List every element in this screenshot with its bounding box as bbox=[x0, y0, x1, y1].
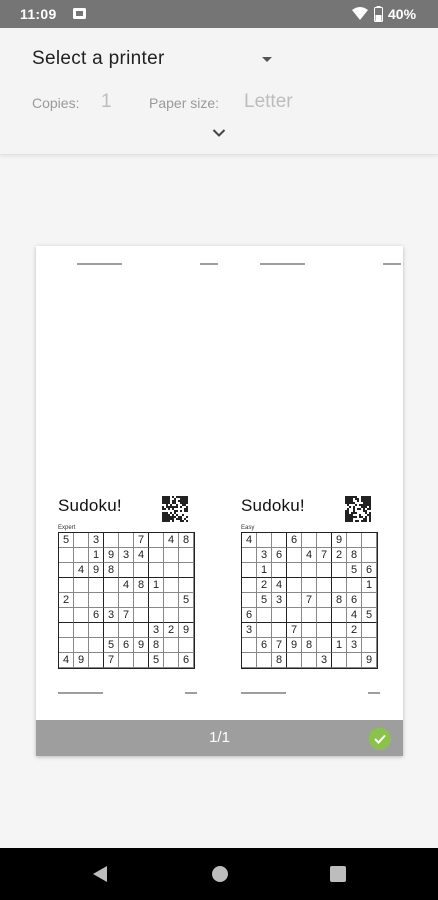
qr-code-icon bbox=[162, 496, 188, 522]
sudoku-cell bbox=[119, 563, 134, 578]
sudoku-cell bbox=[104, 578, 119, 593]
sudoku-cell bbox=[104, 623, 119, 638]
sudoku-cell bbox=[362, 638, 377, 653]
sudoku-cell bbox=[287, 653, 302, 668]
sudoku-cell bbox=[302, 623, 317, 638]
sudoku-cell bbox=[362, 593, 377, 608]
sudoku-cell bbox=[179, 548, 194, 563]
sudoku-cell bbox=[287, 593, 302, 608]
sudoku-cell bbox=[287, 563, 302, 578]
sudoku-grid bbox=[241, 532, 378, 669]
copies-label: Copies: bbox=[32, 95, 80, 111]
sudoku-cell bbox=[317, 533, 332, 548]
sudoku-cell bbox=[332, 578, 347, 593]
status-time: 11:09 bbox=[20, 6, 57, 22]
sudoku-cell bbox=[149, 548, 164, 563]
sudoku-cell: 4 bbox=[119, 578, 134, 593]
sudoku-cell: 6 bbox=[362, 563, 377, 578]
wifi-icon bbox=[352, 7, 368, 21]
sudoku-cell bbox=[272, 563, 287, 578]
sudoku-cell: 3 bbox=[257, 548, 272, 563]
sudoku-cell bbox=[89, 653, 104, 668]
sudoku-cell: 3 bbox=[347, 638, 362, 653]
sudoku-cell bbox=[89, 593, 104, 608]
sudoku-cell: 5 bbox=[179, 593, 194, 608]
sudoku-cell bbox=[287, 548, 302, 563]
sudoku-cell bbox=[272, 608, 287, 623]
sudoku-cell bbox=[179, 563, 194, 578]
sudoku-cell bbox=[242, 563, 257, 578]
difficulty-label: Expert bbox=[58, 525, 76, 531]
sudoku-cell: 4 bbox=[272, 578, 287, 593]
sudoku-cell bbox=[164, 653, 179, 668]
sudoku-cell: 8 bbox=[332, 593, 347, 608]
sudoku-cell bbox=[164, 608, 179, 623]
print-options-panel bbox=[0, 28, 438, 155]
sudoku-cell bbox=[119, 653, 134, 668]
sudoku-cell bbox=[302, 563, 317, 578]
sheet-title: Sudoku! bbox=[58, 496, 122, 515]
sudoku-cell: 2 bbox=[347, 623, 362, 638]
notification-icon bbox=[72, 6, 87, 21]
page-number: 1/1 bbox=[209, 729, 230, 746]
battery-percent: 40% bbox=[388, 6, 417, 22]
paper-size-label: Paper size: bbox=[149, 95, 220, 111]
sudoku-cell: 7 bbox=[134, 533, 149, 548]
sudoku-cell: 4 bbox=[134, 548, 149, 563]
sudoku-cell: 9 bbox=[362, 653, 377, 668]
sudoku-cell: 6 bbox=[179, 653, 194, 668]
sudoku-cell bbox=[164, 548, 179, 563]
dropdown-arrow-icon bbox=[262, 57, 272, 62]
sudoku-cell bbox=[164, 593, 179, 608]
sudoku-cell: 2 bbox=[257, 578, 272, 593]
sudoku-cell: 8 bbox=[104, 563, 119, 578]
sudoku-cell: 4 bbox=[347, 608, 362, 623]
sudoku-cell bbox=[119, 593, 134, 608]
copies-value[interactable]: 1 bbox=[101, 91, 112, 112]
sudoku-cell bbox=[287, 608, 302, 623]
sudoku-grid bbox=[58, 532, 195, 669]
sudoku-cell: 4 bbox=[302, 548, 317, 563]
sudoku-cell bbox=[59, 548, 74, 563]
sudoku-cell: 9 bbox=[287, 638, 302, 653]
sudoku-cell: 9 bbox=[179, 623, 194, 638]
sudoku-cell bbox=[74, 548, 89, 563]
sudoku-cell bbox=[317, 638, 332, 653]
printer-dropdown[interactable] bbox=[32, 48, 282, 72]
sudoku-cell bbox=[164, 563, 179, 578]
sudoku-cell bbox=[104, 593, 119, 608]
sudoku-cell: 1 bbox=[149, 578, 164, 593]
sudoku-cell bbox=[59, 608, 74, 623]
sudoku-cell bbox=[89, 623, 104, 638]
sudoku-cell: 5 bbox=[59, 533, 74, 548]
sudoku-cell bbox=[119, 623, 134, 638]
sudoku-cell: 3 bbox=[104, 608, 119, 623]
sudoku-cell bbox=[119, 533, 134, 548]
page-footer bbox=[36, 720, 403, 756]
sudoku-cell: 5 bbox=[149, 653, 164, 668]
sudoku-cell bbox=[317, 578, 332, 593]
sudoku-cell: 9 bbox=[104, 548, 119, 563]
back-icon[interactable] bbox=[92, 865, 108, 883]
battery-icon bbox=[374, 6, 383, 22]
check-icon bbox=[374, 734, 386, 744]
sudoku-cell bbox=[332, 653, 347, 668]
paper-size-value[interactable]: Letter bbox=[244, 91, 293, 112]
sudoku-cell: 6 bbox=[89, 608, 104, 623]
sudoku-cell bbox=[257, 653, 272, 668]
sudoku-cell bbox=[242, 593, 257, 608]
printer-label: Select a printer bbox=[32, 48, 165, 69]
sudoku-cell bbox=[74, 593, 89, 608]
sudoku-cell bbox=[347, 653, 362, 668]
difficulty-label: Easy bbox=[241, 525, 255, 531]
sudoku-cell: 7 bbox=[272, 638, 287, 653]
navigation-bar bbox=[0, 848, 438, 900]
sudoku-cell: 3 bbox=[317, 653, 332, 668]
sudoku-cell bbox=[242, 578, 257, 593]
sudoku-cell: 5 bbox=[257, 593, 272, 608]
sudoku-cell: 1 bbox=[257, 563, 272, 578]
sudoku-cell bbox=[59, 638, 74, 653]
sudoku-cell bbox=[242, 548, 257, 563]
sudoku-cell: 1 bbox=[89, 548, 104, 563]
sudoku-cell: 5 bbox=[362, 608, 377, 623]
status-bar bbox=[0, 0, 438, 28]
print-preview-page[interactable] bbox=[36, 246, 403, 756]
sudoku-cell bbox=[74, 608, 89, 623]
sudoku-cell: 6 bbox=[119, 638, 134, 653]
sudoku-cell bbox=[104, 533, 119, 548]
sudoku-cell bbox=[242, 653, 257, 668]
sudoku-cell: 9 bbox=[332, 533, 347, 548]
sudoku-cell bbox=[179, 578, 194, 593]
sudoku-cell bbox=[164, 578, 179, 593]
sudoku-cell: 3 bbox=[272, 593, 287, 608]
sudoku-cell: 3 bbox=[119, 548, 134, 563]
sudoku-cell bbox=[287, 578, 302, 593]
sudoku-cell: 7 bbox=[287, 623, 302, 638]
sudoku-cell bbox=[362, 533, 377, 548]
sudoku-cell bbox=[317, 623, 332, 638]
sudoku-cell bbox=[272, 533, 287, 548]
sudoku-cell bbox=[179, 638, 194, 653]
sudoku-cell bbox=[134, 623, 149, 638]
sudoku-cell bbox=[272, 623, 287, 638]
sudoku-cell: 8 bbox=[302, 638, 317, 653]
sudoku-cell bbox=[134, 593, 149, 608]
sudoku-cell: 9 bbox=[89, 563, 104, 578]
sudoku-cell: 2 bbox=[59, 593, 74, 608]
recents-icon[interactable] bbox=[330, 866, 346, 882]
sudoku-cell bbox=[89, 638, 104, 653]
sudoku-cell bbox=[59, 563, 74, 578]
sudoku-cell: 5 bbox=[104, 638, 119, 653]
sudoku-cell: 2 bbox=[332, 548, 347, 563]
sudoku-cell: 6 bbox=[272, 548, 287, 563]
sudoku-cell bbox=[257, 533, 272, 548]
sudoku-cell bbox=[302, 608, 317, 623]
sudoku-cell bbox=[257, 608, 272, 623]
sudoku-cell: 8 bbox=[134, 578, 149, 593]
sudoku-cell: 9 bbox=[134, 638, 149, 653]
chevron-down-icon[interactable] bbox=[212, 128, 226, 138]
sudoku-cell bbox=[302, 653, 317, 668]
sudoku-cell: 3 bbox=[149, 623, 164, 638]
home-icon[interactable] bbox=[212, 866, 228, 882]
sudoku-cell bbox=[332, 608, 347, 623]
sudoku-cell bbox=[317, 593, 332, 608]
sudoku-cell: 7 bbox=[119, 608, 134, 623]
sudoku-cell: 6 bbox=[242, 608, 257, 623]
sudoku-cell bbox=[74, 623, 89, 638]
sudoku-cell: 2 bbox=[164, 623, 179, 638]
sudoku-cell bbox=[179, 608, 194, 623]
sudoku-cell: 5 bbox=[347, 563, 362, 578]
sudoku-cell bbox=[242, 638, 257, 653]
sudoku-cell bbox=[134, 563, 149, 578]
sudoku-cell bbox=[59, 578, 74, 593]
sudoku-cell bbox=[302, 533, 317, 548]
sudoku-cell bbox=[347, 578, 362, 593]
sudoku-cell bbox=[362, 623, 377, 638]
sudoku-cell bbox=[164, 638, 179, 653]
sudoku-cell bbox=[302, 578, 317, 593]
sudoku-cell: 6 bbox=[287, 533, 302, 548]
sudoku-cell: 7 bbox=[317, 548, 332, 563]
sudoku-cell bbox=[149, 533, 164, 548]
sudoku-cell: 3 bbox=[89, 533, 104, 548]
sudoku-cell: 8 bbox=[347, 548, 362, 563]
sheet-title: Sudoku! bbox=[241, 496, 305, 515]
sudoku-cell bbox=[257, 623, 272, 638]
sudoku-cell bbox=[149, 608, 164, 623]
sudoku-cell: 8 bbox=[179, 533, 194, 548]
sudoku-cell: 4 bbox=[164, 533, 179, 548]
sudoku-cell bbox=[89, 578, 104, 593]
sudoku-cell: 8 bbox=[149, 638, 164, 653]
sudoku-cell: 4 bbox=[59, 653, 74, 668]
sudoku-cell: 1 bbox=[362, 578, 377, 593]
sudoku-cell: 6 bbox=[347, 593, 362, 608]
sudoku-cell: 1 bbox=[332, 638, 347, 653]
sudoku-cell bbox=[149, 593, 164, 608]
sudoku-cell: 4 bbox=[74, 563, 89, 578]
sudoku-cell bbox=[362, 548, 377, 563]
sudoku-cell bbox=[74, 638, 89, 653]
sudoku-cell: 8 bbox=[272, 653, 287, 668]
sudoku-cell bbox=[317, 608, 332, 623]
sudoku-cell bbox=[332, 623, 347, 638]
sudoku-cell bbox=[347, 533, 362, 548]
sudoku-cell bbox=[134, 653, 149, 668]
sudoku-cell: 7 bbox=[302, 593, 317, 608]
sudoku-cell bbox=[59, 623, 74, 638]
sudoku-cell bbox=[134, 608, 149, 623]
sudoku-cell: 9 bbox=[74, 653, 89, 668]
sudoku-cell: 3 bbox=[242, 623, 257, 638]
sudoku-cell: 4 bbox=[242, 533, 257, 548]
sudoku-cell bbox=[74, 578, 89, 593]
sudoku-cell bbox=[74, 533, 89, 548]
sudoku-cell bbox=[332, 563, 347, 578]
sudoku-cell: 6 bbox=[257, 638, 272, 653]
page-selected-badge[interactable] bbox=[369, 728, 391, 750]
sudoku-cell: 7 bbox=[104, 653, 119, 668]
qr-code-icon bbox=[345, 496, 371, 522]
sudoku-cell bbox=[317, 563, 332, 578]
sudoku-cell bbox=[149, 563, 164, 578]
